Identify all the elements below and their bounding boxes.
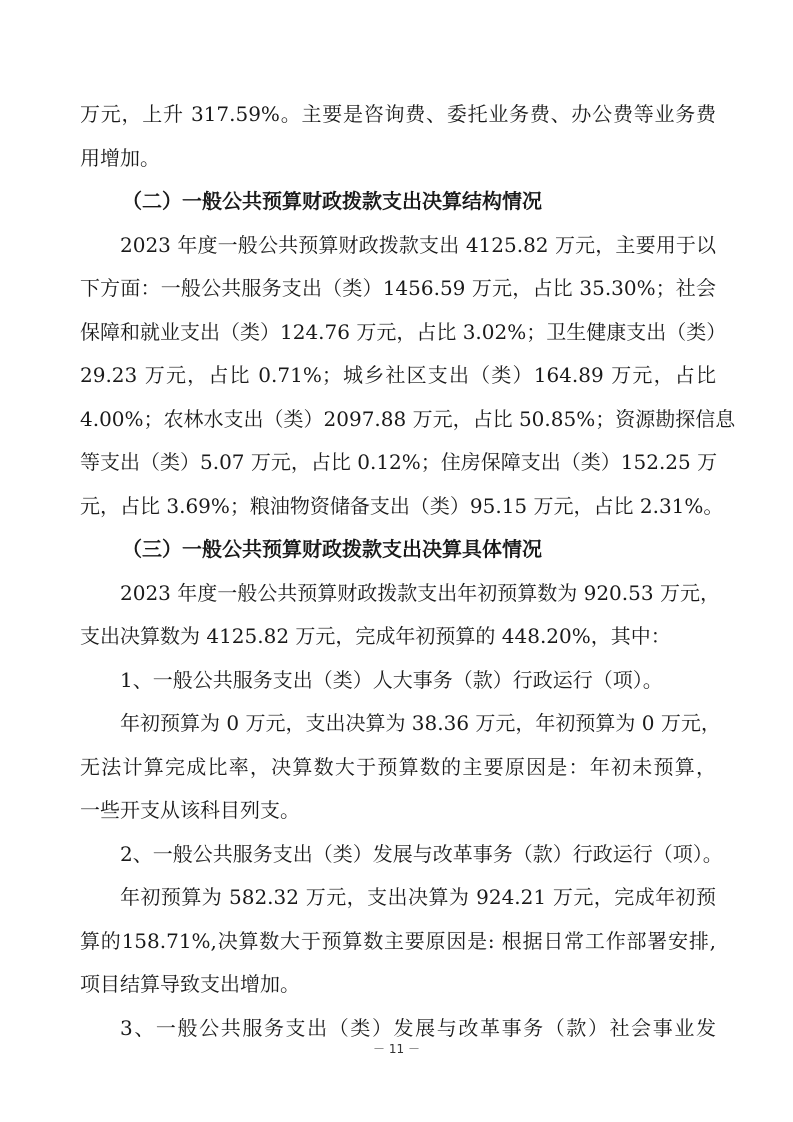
page-number: － 11 －	[373, 1042, 420, 1056]
paragraph-line: 算的158.71%,决算数大于预算数主要原因是: 根据日常工作部署安排,	[80, 929, 716, 953]
paragraph-line: 29.23 万元，占比 0.71%；城乡社区支出（类）164.89 万元，占比	[80, 363, 716, 387]
paragraph-line: 4.00%；农林水支出（类）2097.88 万元，占比 50.85%；资源勘探信息	[80, 407, 736, 431]
paragraph-line: 元，占比 3.69%；粮油物资储备支出（类）95.15 万元，占比 2.31%。	[80, 494, 724, 518]
paragraph-line: 年初预算为 0 万元，支出决算为 38.36 万元，年初预算为 0 万元，	[120, 711, 721, 735]
list-item-title: 1、一般公共服务支出（类）人大事务（款）行政运行（项）。	[120, 668, 663, 692]
paragraph-line: 2023 年度一般公共预算财政拨款支出年初预算数为 920.53 万元，	[120, 581, 720, 605]
list-item-title: 2、一般公共服务支出（类）发展与改革事务（款）行政运行（项）。	[120, 842, 723, 866]
section-heading: （三）一般公共预算财政拨款支出决算具体情况	[122, 537, 542, 561]
paragraph-line: 用增加。	[80, 146, 160, 170]
paragraph-line: 保障和就业支出（类）124.76 万元，占比 3.02%；卫生健康支出（类）	[80, 320, 727, 344]
paragraph-line: 无法计算完成比率，决算数大于预算数的主要原因是：年初未预算，	[80, 755, 716, 779]
paragraph-line: 年初预算为 582.32 万元，支出决算为 924.21 万元，完成年初预	[120, 885, 716, 909]
section-heading: （二）一般公共预算财政拨款支出决算结构情况	[122, 189, 542, 213]
list-item-title: 3、一般公共服务支出（类）发展与改革事务（款）社会事业发	[120, 1016, 716, 1040]
paragraph-line: 等支出（类）5.07 万元，占比 0.12%；住房保障支出（类）152.25 万	[80, 450, 718, 474]
paragraph-line: 下方面：一般公共服务支出（类）1456.59 万元，占比 35.30%；社会	[80, 276, 716, 300]
paragraph-line: 2023 年度一般公共预算财政拨款支出 4125.82 万元，主要用于以	[120, 233, 716, 257]
paragraph-line: 项目结算导致支出增加。	[80, 972, 300, 996]
paragraph-line: 支出决算数为 4125.82 万元，完成年初预算的 448.20%，其中：	[80, 624, 671, 648]
paragraph-line: 一些开支从该科目列支。	[80, 798, 300, 822]
paragraph-line: 万元，上升 317.59%。主要是咨询费、委托业务费、办公费等业务费	[80, 102, 716, 126]
